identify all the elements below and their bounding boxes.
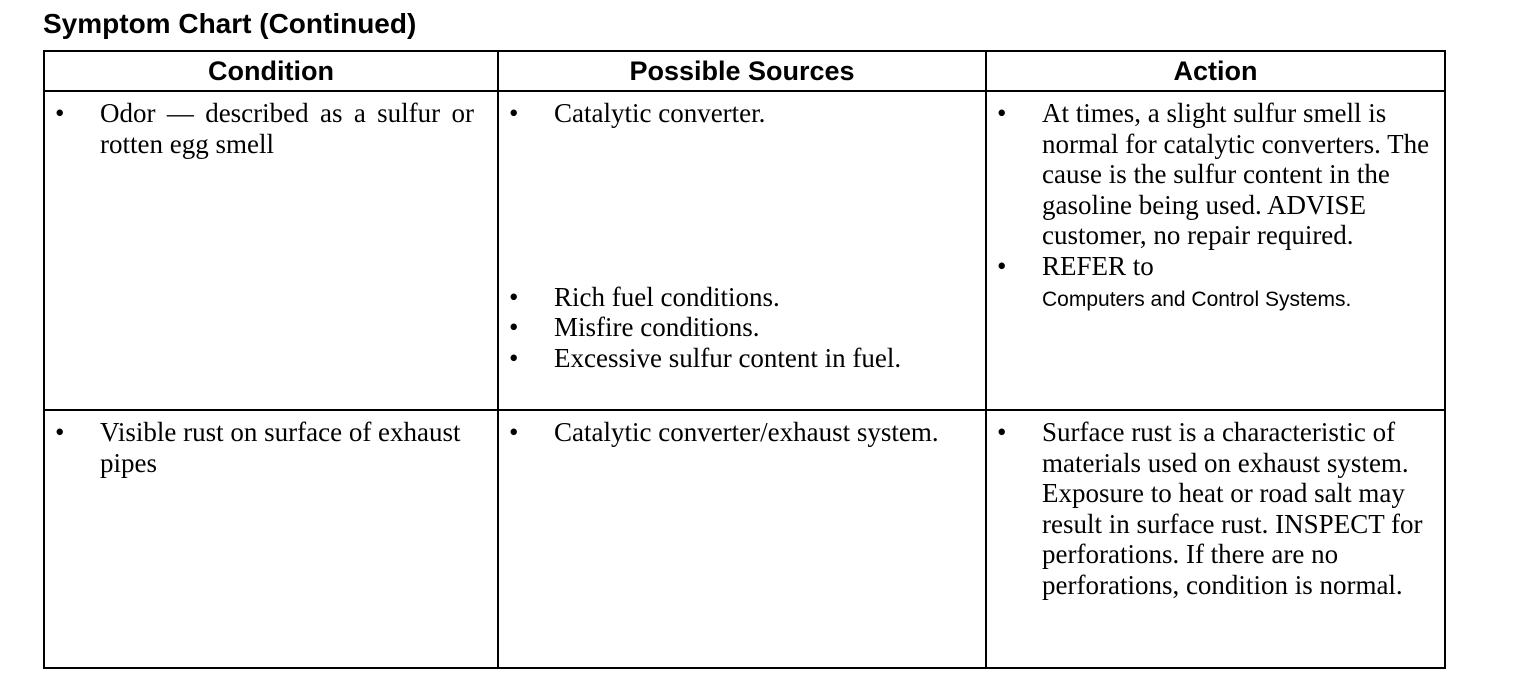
bullet: • (509, 417, 519, 447)
list-item (997, 251, 1434, 315)
list-item (997, 98, 1434, 251)
bullet: • (55, 98, 65, 128)
condition-text: Visible rust on surface of exhaust pipes (100, 417, 461, 478)
bullet: • (997, 98, 1007, 128)
action-reference: Computers and Control Systems. (1042, 287, 1352, 311)
condition-text: Odor — described as a sulfur or rotten egg smell (100, 98, 474, 159)
source-text: Catalytic converter/exhaust system. (554, 417, 939, 447)
page-title: Symptom Chart (Continued) (43, 8, 417, 39)
list-item (509, 282, 975, 313)
bullet: • (55, 417, 65, 447)
list-item (509, 312, 975, 343)
source-text: Rich fuel conditions. (554, 281, 780, 312)
action-refer-text: REFER to (1042, 250, 1154, 281)
table-row (44, 91, 1445, 410)
condition-cell (44, 91, 498, 410)
sources-cell (498, 91, 986, 410)
list-item (509, 98, 975, 129)
bullet: • (509, 342, 519, 373)
list-item (509, 343, 975, 374)
bullet: • (509, 281, 519, 312)
source-text: Excessive sulfur content in fuel. (554, 342, 902, 373)
header-possible-sources: Possible Sources (498, 51, 986, 91)
symptom-chart-table (43, 50, 1446, 669)
condition-cell (44, 410, 498, 668)
source-text: Misfire conditions. (554, 312, 760, 343)
action-cell (986, 410, 1445, 668)
sources-cell (498, 410, 986, 668)
bullet: • (997, 417, 1007, 447)
bullet: • (997, 250, 1007, 281)
list-item (55, 98, 487, 159)
list-item (55, 417, 487, 478)
header-row (44, 51, 1445, 91)
action-text (1042, 251, 1434, 315)
action-text: Surface rust is a characteristic of materials used on exhaust system. Exposure to heat or road salt may result in surface rust. INSPECT for perforations. If there are no perforations, condition is normal. (1042, 417, 1423, 600)
action-text: At times, a slight sulfur smell is normal for catalytic converters. The cause is the sulfur content in the gasoline being used. ADVISE customer, no repair required. (1042, 98, 1430, 251)
bullet: • (509, 312, 519, 343)
table-row (44, 410, 1445, 668)
bullet: • (509, 98, 519, 128)
list-item (997, 417, 1434, 601)
header-condition: Condition (44, 51, 498, 91)
source-text: Catalytic converter. (554, 98, 766, 128)
list-item (509, 417, 975, 448)
action-cell (986, 91, 1445, 410)
header-action: Action (986, 51, 1445, 91)
